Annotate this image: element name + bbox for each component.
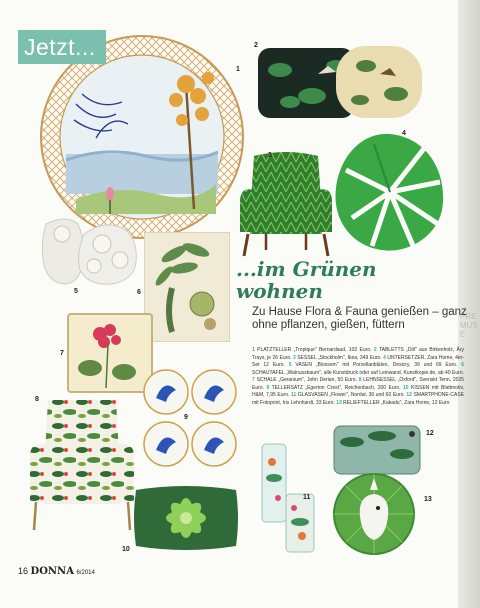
credit-9: 9 TELLERSATZ „Egerton Crest", Reichenbach, 200 Euro. (266, 384, 401, 391)
item-number-1: 1 (236, 66, 240, 73)
credit-13: 13 RELIEFTELLER „Kakadu", Zara Home, 12 Euro (336, 399, 450, 406)
magazine-brand: DONNA (30, 566, 74, 577)
item-number-6: 6 (137, 289, 141, 296)
headline-line-1: ...im Grünen (236, 257, 377, 281)
credit-6: 6 SCHAUTAFEL „Walnussbaum", alle Kunstdruck oder auf Leinwand, Kunstkopie.de, ab 40 Euro. (252, 362, 465, 376)
credit-11: 11 GLASVASEN „Flower", Nordal, 36 und 60 Euro. (291, 392, 405, 398)
egerton-plates (140, 368, 240, 468)
credit-3: 3 SESSEL „Stockholm", Ikea, 349 Euro. (292, 354, 382, 361)
page-gutter (458, 0, 480, 608)
item-number-5: 5 (74, 288, 78, 295)
item-number-10: 10 (122, 546, 130, 553)
subline: Zu Hause Flora & Fauna genießen – ganz ohne pflanzen, gießen, füttern (252, 306, 467, 331)
credit-7: 7 SCHALE „Geranium", John Derian, 50 Euro. (252, 377, 357, 383)
credit-1: 1 PLATZTELLER „Tropique" Bernardaud, 102 Euro. (252, 347, 372, 353)
issue-number: 6/2014 (76, 570, 95, 576)
credit-5: 5 VASEN „Blossom" mit Porzellanblüten, Desicry, 39 und 69 Euro. (288, 362, 458, 368)
item-number-9: 9 (184, 414, 188, 421)
page-number: 16 (18, 566, 29, 576)
product-credits (252, 347, 464, 407)
oxford-armchair (28, 396, 136, 534)
headline (236, 258, 462, 302)
item-number-8: 8 (35, 396, 39, 403)
page-footer (18, 566, 95, 577)
leaf-cushion (130, 482, 242, 554)
credit-4: 4 UNTERSETZER, Zara Home, 4er-Set 12 Euro. (252, 354, 465, 368)
item-number-4: 4 (402, 130, 406, 137)
botanical-print (144, 232, 230, 342)
item-number-3: 3 (268, 152, 272, 159)
blossom-vases (36, 204, 142, 286)
dill-trays (256, 44, 424, 120)
credit-2: 2 TABLETTS „Dill" aus Birkenholz, Åry Trays, je 26 Euro. (252, 347, 465, 361)
jetzt-badge: Jetzt... (18, 30, 106, 64)
item-number-12: 12 (426, 430, 434, 437)
monstera-coaster (330, 128, 450, 258)
smartphone-case (332, 424, 422, 476)
kakadu-plate (330, 470, 418, 558)
gutter-text: PRE MUSE (460, 312, 478, 339)
item-number-11: 11 (303, 494, 311, 501)
credit-8: 8 LEHNSESSEL „Oxford", Svenskt Tenn, 2025 Euro. (252, 377, 465, 391)
stockholm-armchair (236, 152, 336, 258)
headline-line-2: wohnen (236, 279, 323, 303)
credit-10: 10 KISSEN mit Blattmotiv, H&M, 7,95 Euro. (252, 384, 464, 398)
item-number-13: 13 (424, 496, 432, 503)
item-number-2: 2 (254, 42, 258, 49)
credit-12: 12 SMARTPHONE-CASE mit Fotoprint, Iris Lehnhardt, 33 Euro. (252, 392, 465, 406)
item-number-7: 7 (60, 350, 64, 357)
